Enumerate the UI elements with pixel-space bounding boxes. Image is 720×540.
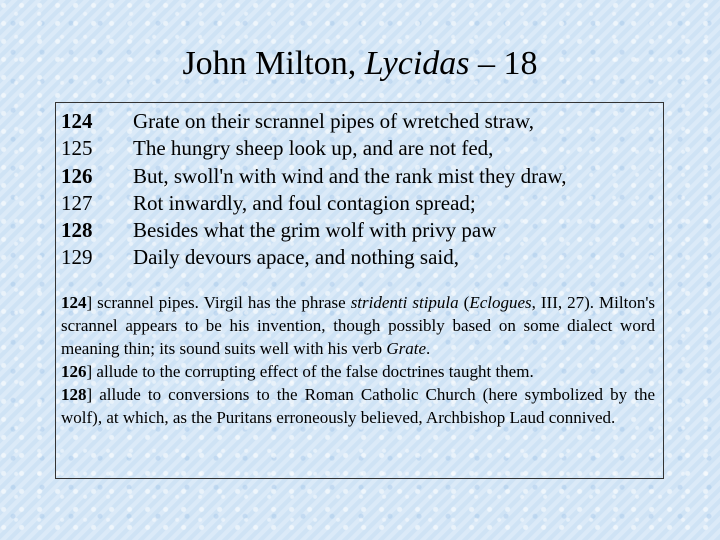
note-text: ( — [458, 293, 470, 312]
notes-block — [61, 291, 655, 429]
line-number: 126 — [61, 163, 93, 188]
note-ref: 124 — [61, 293, 87, 312]
line-text: Grate on their scrannel pipes of wretched straw, — [133, 109, 534, 133]
line-text: But, swoll'n with wind and the rank mist they draw, — [133, 163, 567, 188]
verse-line — [61, 108, 566, 135]
line-text: Besides what the grim wolf with privy paw — [133, 218, 497, 243]
verse-line — [61, 217, 566, 244]
line-text: Daily devours apace, and nothing said, — [133, 245, 459, 270]
line-number: 125 — [61, 136, 93, 161]
note-text: ] allude to conversions to the Roman Catholic Church (here symbolized by the wolf), at which, as the Puritans erroneously believed, Archbishop Laud connived. — [61, 385, 655, 427]
verse-line — [61, 135, 566, 162]
note-text: . — [426, 339, 431, 358]
note-italic: stridenti stipula — [350, 293, 459, 312]
note-126 — [61, 360, 655, 383]
line-number: 124 — [61, 109, 93, 133]
verse-line — [61, 244, 566, 271]
title-prefix: John Milton, — [182, 45, 365, 82]
note-128 — [61, 383, 655, 429]
verse-line — [61, 163, 566, 190]
note-text: ] scrannel pipes. Virgil has the phrase — [86, 293, 351, 312]
note-text: ] allude to the corrupting effect of the false doctrines taught them. — [86, 362, 534, 381]
note-text: , III, 27). Milton's scrannel appears to be his invention, though possibly based on some dialect word meaning thin; its sound suits well with his verb — [61, 293, 655, 358]
line-number: 128 — [61, 218, 93, 243]
line-number: 129 — [61, 245, 93, 270]
line-number: 127 — [61, 190, 93, 215]
title-work: Lycidas — [364, 45, 470, 82]
title-suffix: – 18 — [469, 45, 538, 82]
note-italic: Grate — [386, 339, 427, 358]
verse-block — [61, 108, 566, 272]
note-ref: 128 — [61, 385, 87, 404]
slide-title — [0, 44, 720, 84]
note-italic: Eclogues — [469, 293, 532, 312]
note-ref: 126 — [61, 362, 87, 381]
line-text: Rot inwardly, and foul contagion spread; — [133, 190, 476, 215]
note-124 — [61, 291, 655, 360]
verse-line — [61, 190, 566, 217]
line-text: The hungry sheep look up, and are not fed, — [133, 136, 494, 161]
